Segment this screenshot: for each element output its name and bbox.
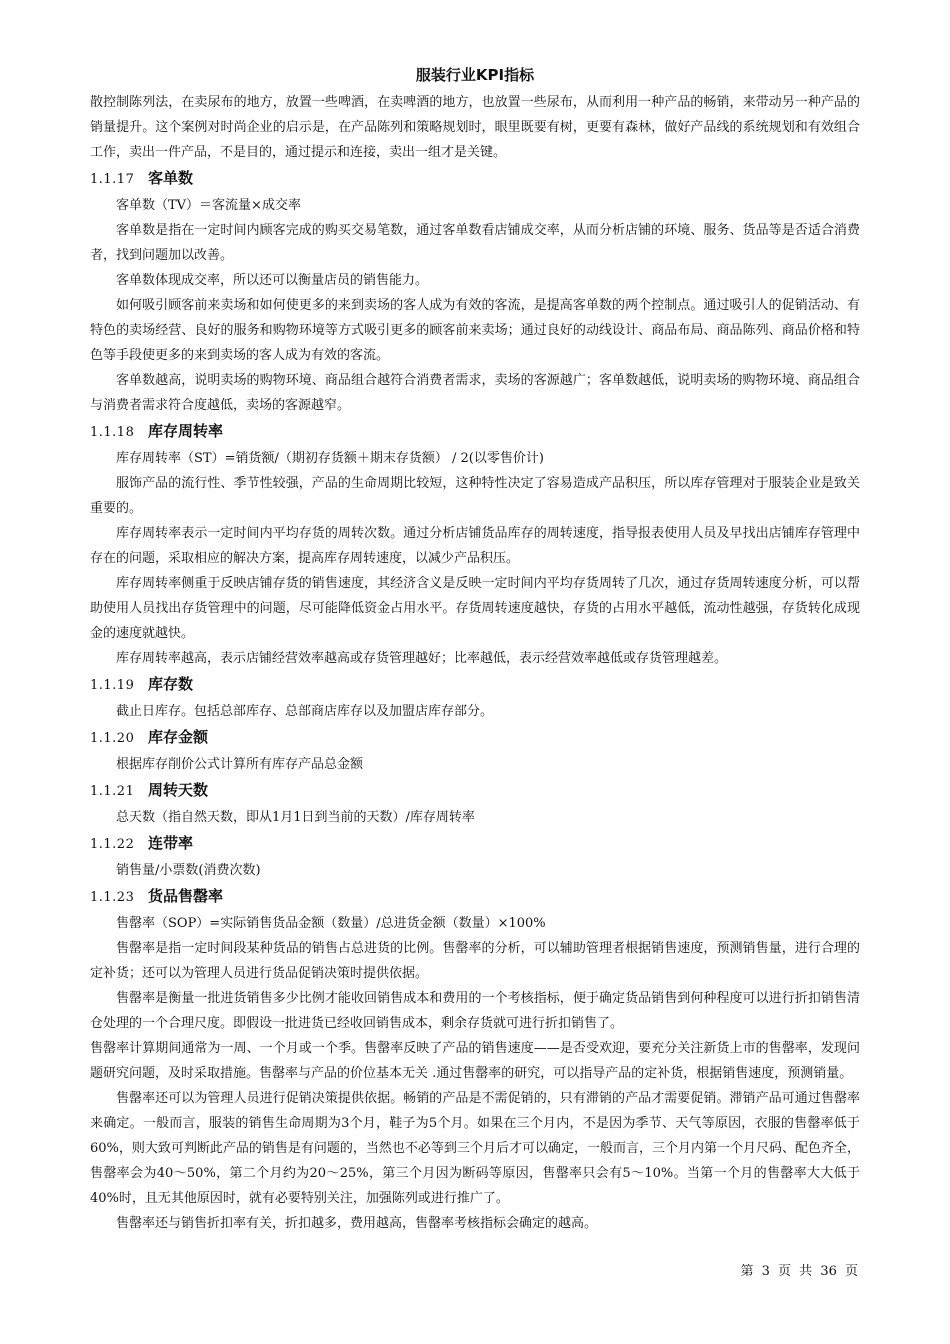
- paragraph: 截止日库存。包括总部库存、总部商店库存以及加盟店库存部分。: [116, 704, 494, 719]
- section-heading-1-1-18: [90, 418, 860, 446]
- section-title: 库存周转率: [148, 422, 224, 440]
- section-heading-1-1-20: [90, 724, 860, 752]
- paragraph: 库存周转率越高，表示店铺经营效率越高或存货管理越好；比率越低，表示经营效率越低或存货管理越差。: [116, 651, 728, 666]
- section-heading-1-1-23: [90, 883, 860, 911]
- formula-line: 销售量/小票数(消费次数): [116, 863, 261, 878]
- section-title: 客单数: [148, 169, 194, 187]
- section-title: 周转天数: [148, 781, 209, 799]
- section-number: 1.1.22: [90, 837, 135, 852]
- intro-paragraph: 散控制陈列法，在卖尿布的地方，放置一些啤酒，在卖啤酒的地方，也放置一些尿布，从而利用一种产品的畅销，来带动另一种产品的销量提升。这个案例对时尚企业的启示是，在产品陈列和策略规划时，眼里既要有树，更要有森林，做好产品线的系统规划和有效组合工作，卖出一件产品，不是目的，通过提示和连接，卖出一组才是关键。: [90, 95, 860, 160]
- section-heading-1-1-22: [90, 830, 860, 858]
- section-title: 货品售罄率: [148, 887, 224, 905]
- section-number: 1.1.20: [90, 731, 135, 746]
- paragraph: 根据库存削价公式计算所有库存产品总金额: [116, 757, 364, 772]
- section-number: 1.1.21: [90, 784, 135, 799]
- section-heading-1-1-19: [90, 671, 860, 699]
- formula-line: 库存周转率（ST）=销货额/（期初存货额＋期末存货额） / 2(以零售价计): [116, 451, 544, 466]
- paragraph: 如何吸引顾客前来卖场和如何使更多的来到卖场的客人成为有效的客流，是提高客单数的两个控制点。通过吸引人的促销活动、有特色的卖场经营、良好的服务和购物环境等方式吸引更多的顾客前来卖场；通过良好的动线设计、商品布局、商品陈列、商品价格和特色等手段使更多的来到卖场的客人成为有效的客流。: [90, 298, 860, 363]
- paragraph: 售罄率还与销售折扣率有关，折扣越多，费用越高，售罄率考核指标会确定的越高。: [116, 1216, 598, 1231]
- paragraph: 售罄率是指一定时间段某种货品的销售占总进货的比例。售罄率的分析，可以辅助管理者根据销售速度，预测销售量，进行合理的定补货；还可以为管理人员进行货品促销决策时提供依据。: [90, 941, 860, 981]
- section-heading-1-1-21: [90, 777, 860, 805]
- section-number: 1.1.18: [90, 425, 135, 440]
- formula-line: 客单数（TV）＝客流量×成交率: [116, 198, 301, 213]
- section-number: 1.1.19: [90, 678, 135, 693]
- paragraph: 售罄率还可以为管理人员进行促销决策提供依据。畅销的产品是不需促销的，只有滞销的产品才需要促销。滞销产品可通过售罄率来确定。一般而言，服装的销售生命周期为3个月，鞋子为5个月。如果在三个月内，不是因为季节、天气等原因，衣服的售罄率低于60%，则大致可判断此产品的销售是有问题的，当然也不必等到三个月后才可以确定，一般而言，三个月内第一个月尺码、配色齐全，售罄率会为40～50%，第二个月约为20～25%，第三个月因为断码等原因，售罄率只会有5～10%。当第一个月的售罄率大大低于40%时，且无其他原因时，就有必要特别关注，加强陈列或进行推广了。: [90, 1091, 860, 1206]
- section-heading-1-1-17: [90, 165, 860, 193]
- formula-line: 售罄率（SOP）=实际销售货品金额（数量）/总进货金额（数量）×100%: [116, 916, 546, 931]
- formula-line: 总天数（指自然天数，即从1月1日到当前的天数）/库存周转率: [116, 810, 475, 825]
- section-title: 库存金额: [148, 728, 209, 746]
- paragraph: 售罄率是衡量一批进货销售多少比例才能收回销售成本和费用的一个考核指标，便于确定货品销售到何种程度可以进行折扣销售清仓处理的一个合理尺度。即假设一批进货已经收回销售成本，剩余存货就可进行折扣销售了。: [90, 991, 860, 1031]
- paragraph: 售罄率计算期间通常为一周、一个月或一个季。售罄率反映了产品的销售速度——是否受欢迎，要充分关注新货上市的售罄率，发现问题研究问题，及时采取措施。售罄率与产品的价位基本无关 .通过售罄率的研究，可以指导产品的定补货，根据销售速度，预测销量。: [90, 1041, 860, 1081]
- document-body: [90, 90, 860, 1236]
- section-title: 连带率: [148, 834, 194, 852]
- paragraph: 客单数体现成交率，所以还可以衡量店员的销售能力。: [116, 273, 429, 288]
- section-number: 1.1.17: [90, 172, 135, 187]
- paragraph: 服饰产品的流行性、季节性较强，产品的生命周期比较短，这种特性决定了容易造成产品积压，所以库存管理对于服装企业是致关重要的。: [90, 476, 860, 516]
- page-title: 服装行业KPI指标: [415, 66, 535, 84]
- paragraph: 客单数是指在一定时间内顾客完成的购买交易笔数，通过客单数看店铺成交率，从而分析店铺的环境、服务、货品等是否适合消费者，找到问题加以改善。: [90, 223, 860, 263]
- page-number-footer: 第 3 页 共 36 页: [740, 1264, 858, 1279]
- paragraph: 客单数越高，说明卖场的购物环境、商品组合越符合消费者需求，卖场的客源越广；客单数越低，说明卖场的购物环境、商品组合与消费者需求符合度越低，卖场的客源越窄。: [90, 373, 860, 413]
- paragraph: 库存周转率侧重于反映店铺存货的销售速度，其经济含义是反映一定时间内平均存货周转了几次，通过存货周转速度分析，可以帮助使用人员找出存货管理中的问题，尽可能降低资金占用水平。存货周转速度越快，存货的占用水平越低，流动性越强，存货转化成现金的速度就越快。: [90, 576, 860, 641]
- paragraph: 库存周转率表示一定时间内平均存货的周转次数。通过分析店铺货品库存的周转速度，指导报表使用人员及早找出店铺库存管理中存在的问题，采取相应的解决方案，提高库存周转速度，以减少产品积压。: [90, 526, 860, 566]
- section-number: 1.1.23: [90, 890, 135, 905]
- section-title: 库存数: [148, 675, 194, 693]
